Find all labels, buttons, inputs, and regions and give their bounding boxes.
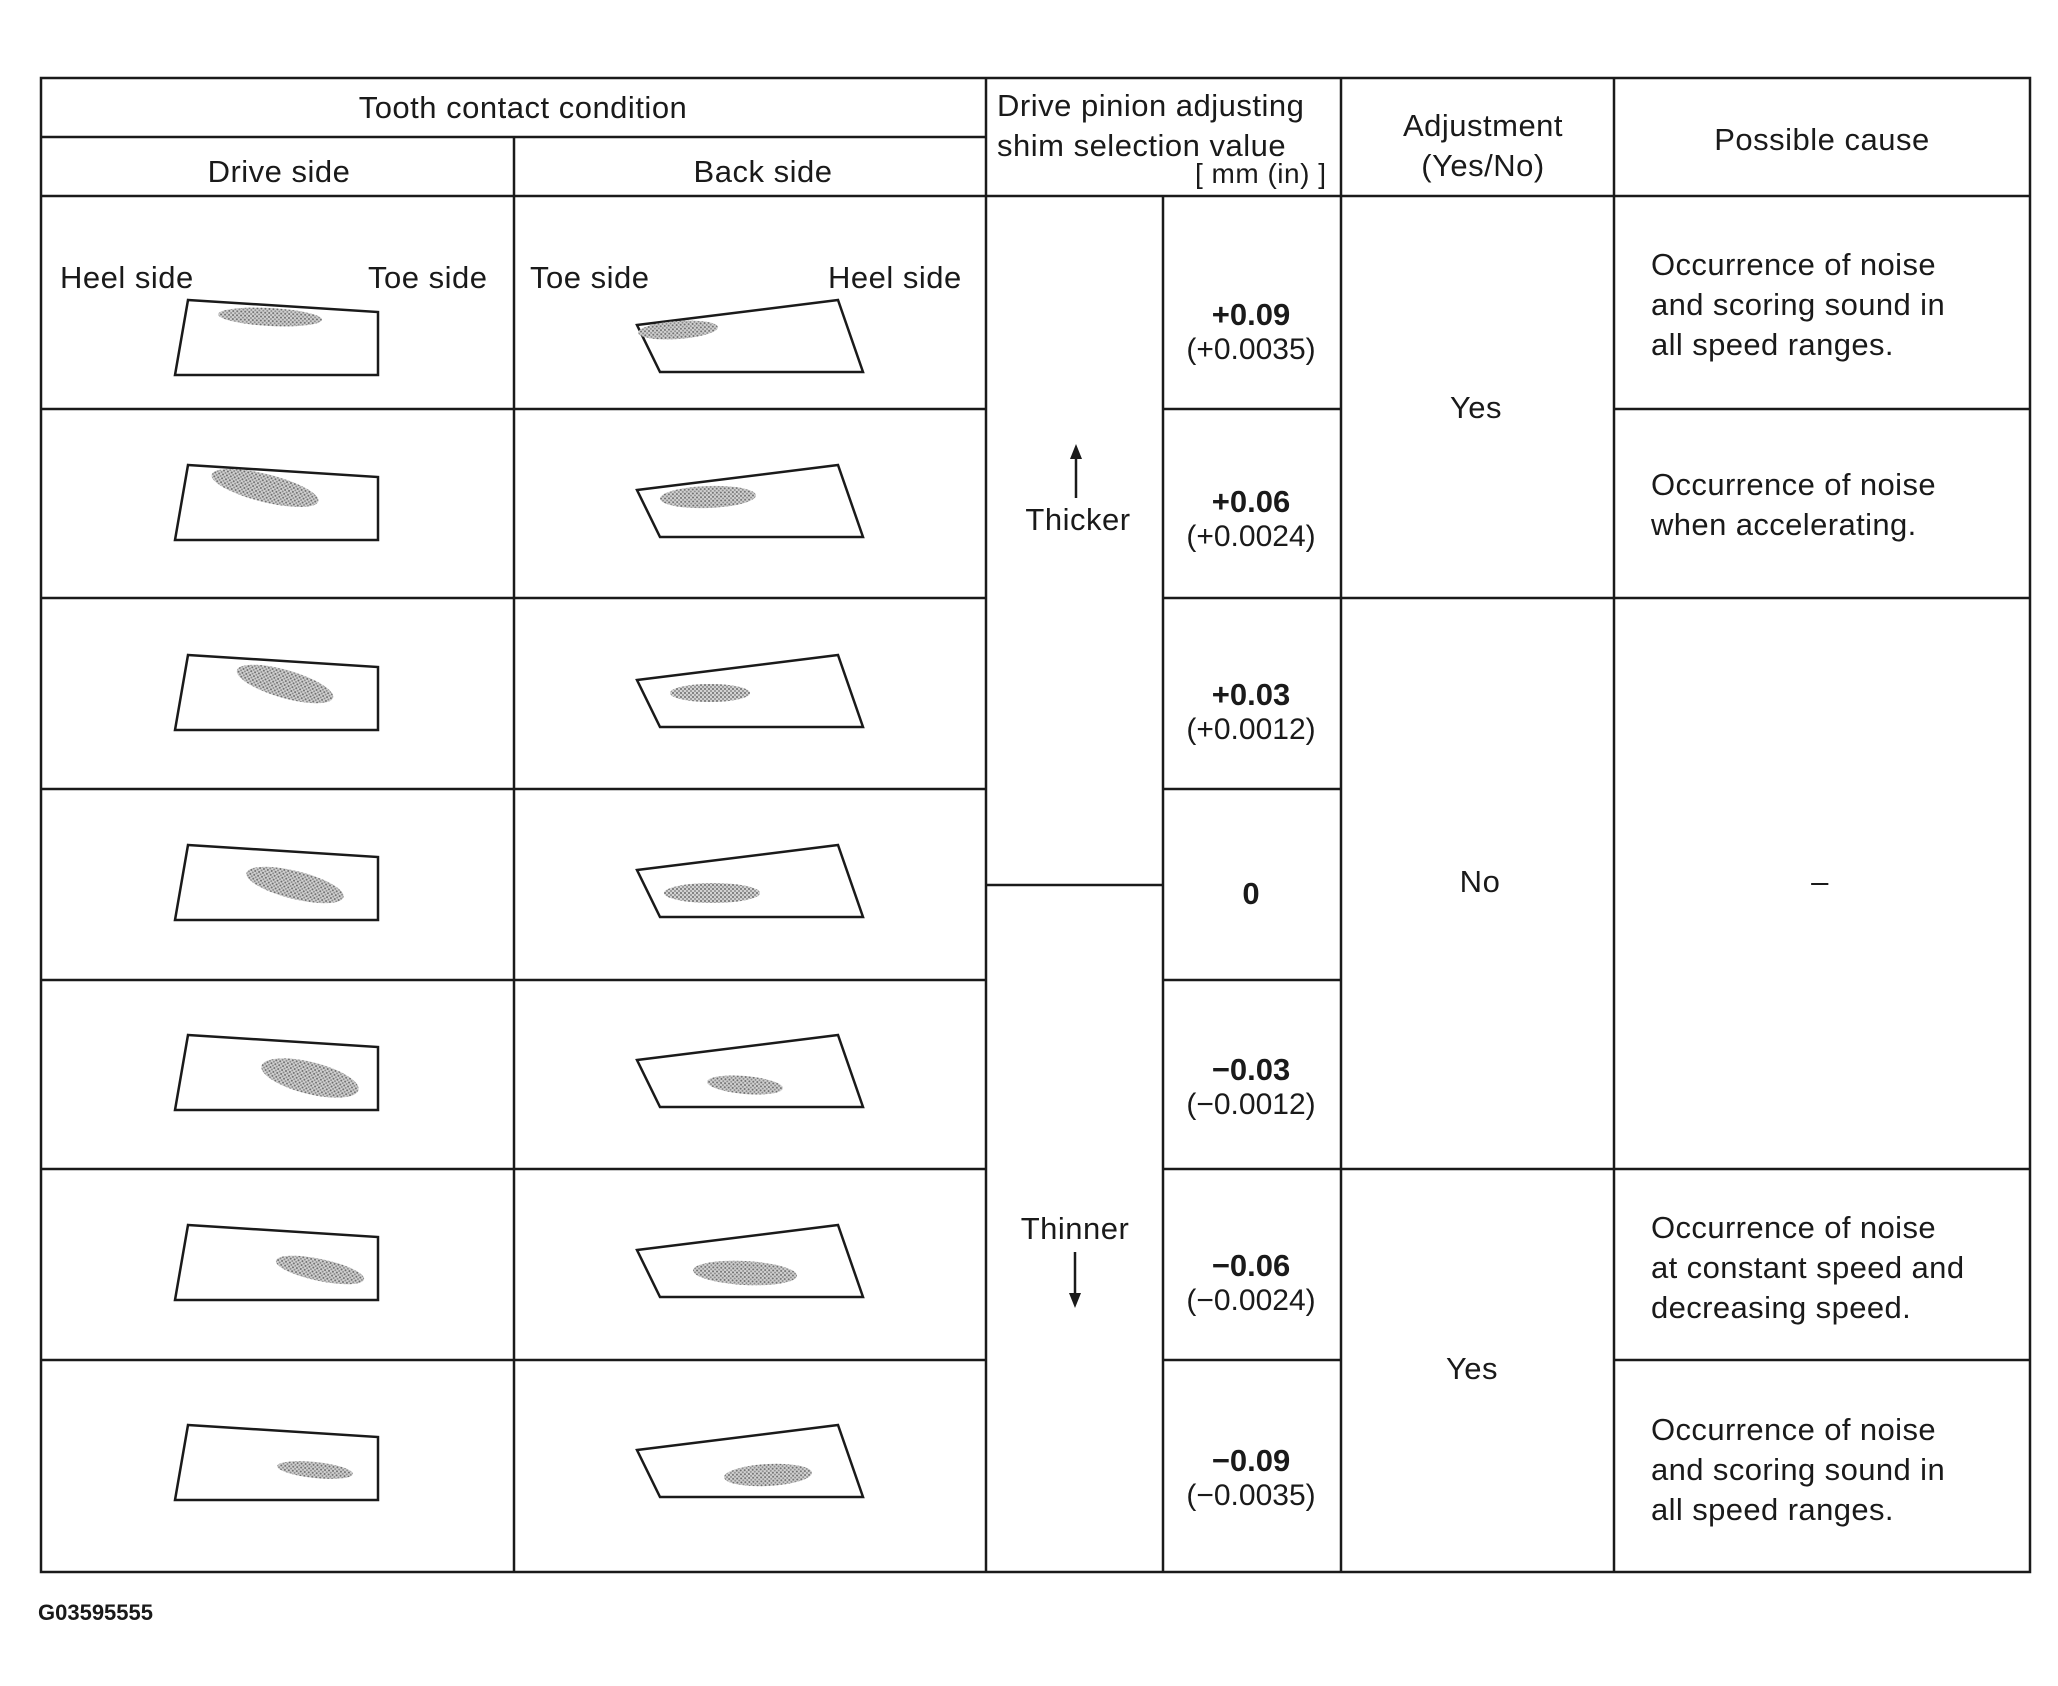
value-row-1 <box>1186 298 1315 366</box>
drive-heel-label: Heel side <box>60 260 194 295</box>
back-side-contact-pattern <box>692 1258 797 1287</box>
cause-line: and scoring sound in <box>1651 1452 1946 1487</box>
cause-line: at constant speed and <box>1651 1250 1965 1285</box>
back-side-contact-pattern <box>723 1462 812 1489</box>
drive-side-contact-pattern <box>233 657 337 711</box>
value-row-5 <box>1186 1053 1315 1121</box>
adjustment-middle: No <box>1459 864 1501 899</box>
back-heel-label: Heel side <box>828 260 962 295</box>
cause-line: Occurrence of noise <box>1651 1210 1937 1245</box>
cause-line: decreasing speed. <box>1651 1290 1912 1325</box>
thinner-label: Thinner <box>1020 1211 1130 1246</box>
back-side-contact-pattern <box>664 883 760 903</box>
header-adjustment-line2: (Yes/No) <box>1421 148 1545 183</box>
cause-line: Occurrence of noise <box>1651 467 1937 502</box>
back-side-contact-pattern <box>670 684 750 702</box>
cause-line: Occurrence of noise <box>1651 1412 1937 1447</box>
cause-line: all speed ranges. <box>1651 1492 1894 1527</box>
value-row-6 <box>1186 1249 1315 1317</box>
header-shim-line1: Drive pinion adjusting <box>997 88 1305 123</box>
cause-row-2 <box>1651 465 1936 545</box>
cause-row-7 <box>1651 1410 1945 1530</box>
cause-line: when accelerating. <box>1651 507 1917 542</box>
cause-row-1 <box>1651 245 1945 365</box>
header-shim-unit: [ mm (in) ] <box>1195 158 1327 189</box>
back-side-contact-pattern <box>660 484 757 509</box>
figure-code: G03595555 <box>38 1600 153 1625</box>
drive-side-contact-pattern <box>274 1250 367 1290</box>
value-mm: 0 <box>1242 876 1260 911</box>
back-side-tooth-outline <box>637 1035 863 1107</box>
cause-row-6 <box>1651 1208 1964 1328</box>
value-mm: −0.09 <box>1211 1443 1291 1478</box>
header-adjustment-line1: Adjustment <box>1402 108 1564 143</box>
adjustment-bottom: Yes <box>1445 1351 1499 1386</box>
drive-side-contact-pattern <box>258 1050 363 1105</box>
drive-toe-label: Toe side <box>368 260 488 295</box>
value-in: (−0.0024) <box>1186 1283 1316 1317</box>
value-row-2 <box>1186 485 1315 553</box>
value-row-3 <box>1186 678 1315 746</box>
header-back-side: Back side <box>693 154 833 189</box>
back-side-tooth-outline <box>637 845 863 917</box>
value-mm: −0.06 <box>1211 1248 1291 1283</box>
value-in: (+0.0024) <box>1186 519 1316 553</box>
value-in: (−0.0035) <box>1186 1478 1316 1512</box>
value-in: (−0.0012) <box>1186 1087 1316 1121</box>
drive-side-contact-pattern <box>276 1458 353 1482</box>
back-side-contact-pattern <box>637 318 718 342</box>
cause-line: all speed ranges. <box>1651 327 1894 362</box>
back-side-tooth-outline <box>637 1225 863 1297</box>
thicker-label: Thicker <box>1025 502 1131 537</box>
header-shim-line2: shim selection value <box>997 128 1287 163</box>
adjustment-top: Yes <box>1449 390 1503 425</box>
drive-side-contact-pattern <box>243 859 347 910</box>
value-row-4 <box>1242 877 1259 912</box>
value-mm: +0.03 <box>1211 677 1291 712</box>
value-in: (+0.0035) <box>1186 332 1316 366</box>
header-possible-cause: Possible cause <box>1714 122 1930 157</box>
value-mm: −0.03 <box>1211 1052 1291 1087</box>
back-side-tooth-outline <box>637 1425 863 1497</box>
cause-line: and scoring sound in <box>1651 287 1946 322</box>
drive-side-tooth-outline <box>175 1425 378 1500</box>
header-drive-side: Drive side <box>207 154 351 189</box>
drive-side-contact-pattern <box>218 305 323 328</box>
thinner-arrow-icon <box>1069 1252 1081 1308</box>
value-in: (+0.0012) <box>1186 712 1316 746</box>
value-row-7 <box>1186 1444 1315 1512</box>
back-toe-label: Toe side <box>530 260 650 295</box>
thicker-arrow-icon <box>1070 444 1082 498</box>
back-side-contact-pattern <box>706 1073 783 1098</box>
value-mm: +0.06 <box>1211 484 1291 519</box>
value-mm: +0.09 <box>1211 297 1291 332</box>
cause-middle-dash: – <box>1811 864 1829 899</box>
header-tooth-contact: Tooth contact condition <box>358 90 688 125</box>
back-side-tooth-outline <box>637 655 863 727</box>
cause-line: Occurrence of noise <box>1651 247 1937 282</box>
